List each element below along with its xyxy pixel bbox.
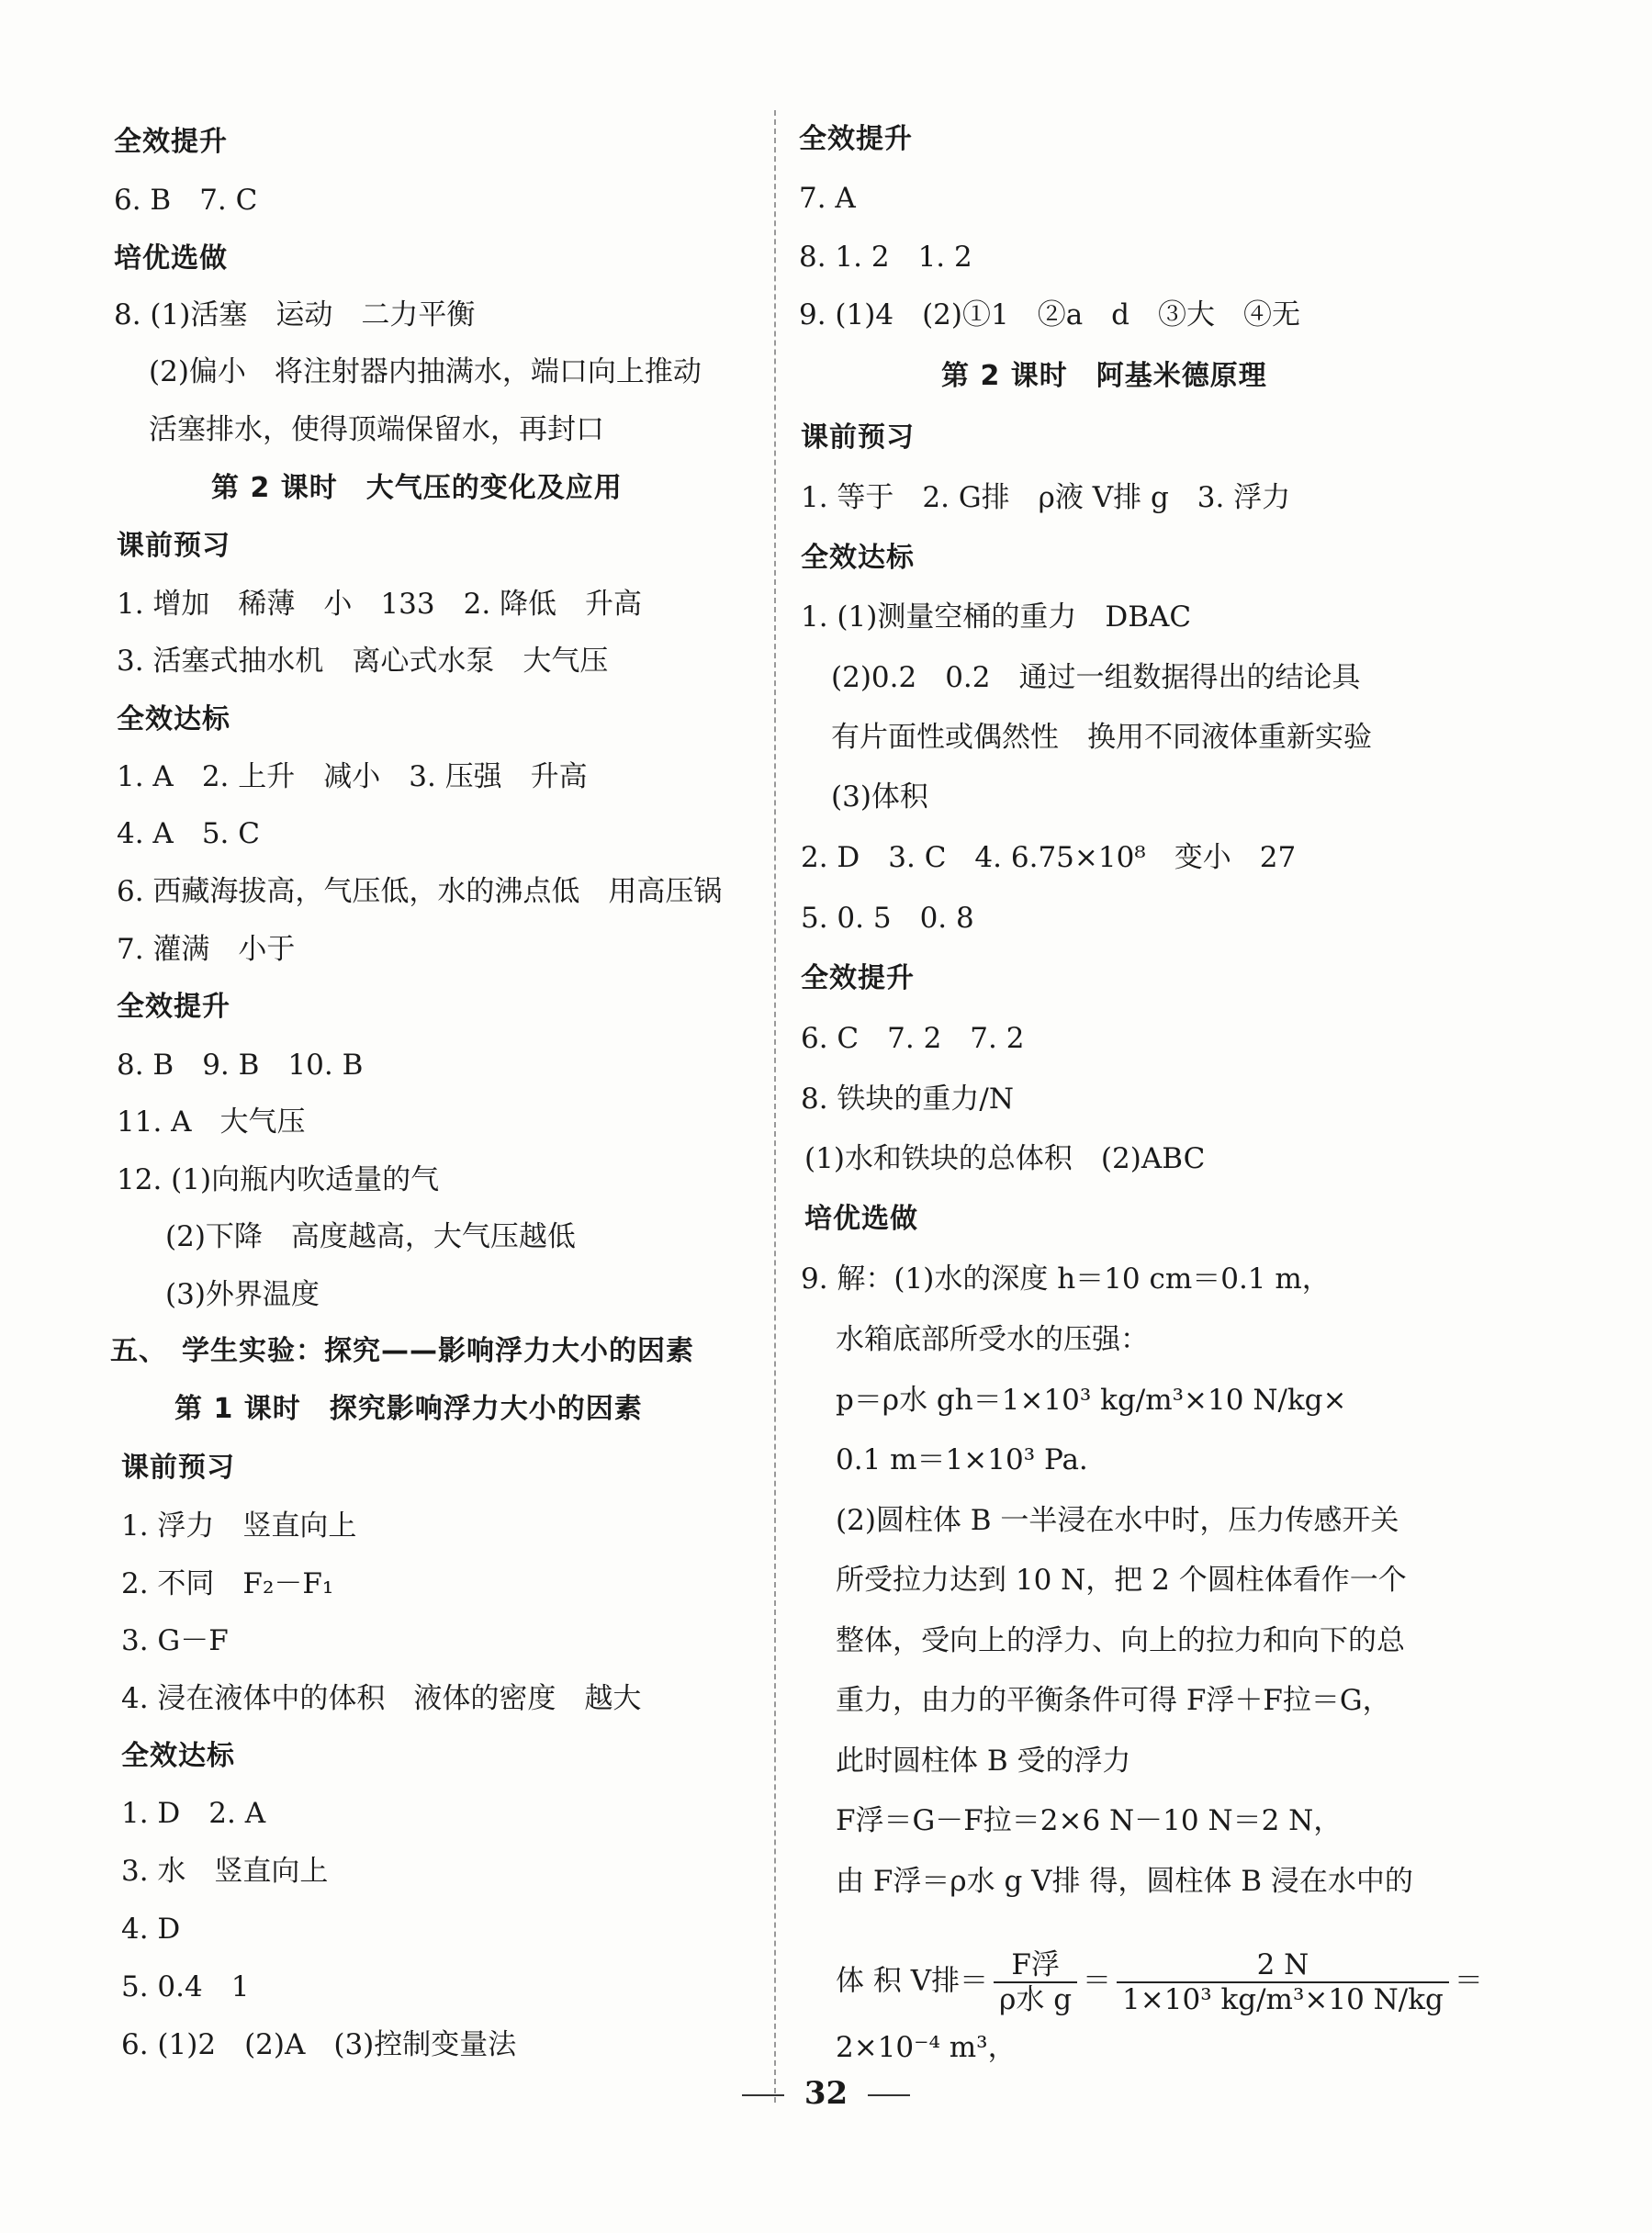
section-heading: 全效提升	[799, 123, 913, 155]
answer-line: (3)外界温度	[165, 1278, 320, 1311]
answer-line: 4. 浸在液体中的体积 液体的密度 越大	[121, 1682, 642, 1715]
answer-line: 1. D 2. A	[121, 1797, 266, 1830]
lesson-title: 第 1 课时 探究影响浮力大小的因素	[174, 1393, 643, 1425]
page-number-text: 32	[804, 2075, 848, 2112]
answer-line: 水箱底部所受水的压强：	[836, 1323, 1149, 1356]
answer-line: 8. 1. 2 1. 2	[799, 241, 972, 274]
answer-line: 3. 水 竖直向上	[121, 1855, 329, 1888]
answer-line: 8. 铁块的重力/N	[801, 1083, 1014, 1116]
formula-lead: 体 积 V排＝	[836, 1964, 989, 1998]
answer-line: 7. A	[799, 182, 856, 215]
fraction-2-denominator: 1×10³ kg/m³×10 N/kg	[1122, 1983, 1444, 2016]
answer-line: 6. 西藏海拔高，气压低，水的沸点低 用高压锅	[117, 875, 723, 908]
answer-line: 1. 等于 2. G排 ρ液 V排 g 3. 浮力	[801, 481, 1291, 514]
formula-equals: ＝	[1083, 1964, 1112, 1998]
answer-line: 1. 增加 稀薄 小 133 2. 降低 升高	[117, 588, 643, 621]
answer-line: 6. B 7. C	[114, 184, 258, 217]
answer-line: p＝ρ水 gh＝1×10³ kg/m³×10 N/kg×	[836, 1384, 1347, 1417]
answer-line: 5. 0.4 1	[121, 1970, 250, 2003]
answer-line: 6. (1)2 (2)A (3)控制变量法	[121, 2028, 517, 2061]
answer-line: (2)圆柱体 B 一半浸在水中时，压力传感开关	[836, 1504, 1399, 1537]
answer-line: 1. (1)测量空桶的重力 DBAC	[801, 600, 1192, 634]
section-heading: 课前预习	[121, 1452, 235, 1484]
answer-line: (3)体积	[831, 780, 928, 814]
answer-line: (2)偏小 将注射器内抽满水，端口向上推动	[149, 355, 702, 388]
formula-result: 2×10⁻⁴ m³，	[836, 2031, 1017, 2064]
answer-line: (1)水和铁块的总体积 (2)ABC	[804, 1142, 1206, 1175]
section-heading: 全效达标	[117, 703, 230, 735]
answer-line: 4. D	[121, 1913, 181, 1946]
answer-line: (2)0.2 0.2 通过一组数据得出的结论具	[831, 661, 1361, 694]
section-heading: 课前预习	[117, 530, 230, 562]
answer-line: 8. (1)活塞 运动 二力平衡	[114, 298, 476, 331]
answer-line: 7. 灌满 小于	[117, 933, 296, 966]
page-number-dash-left	[742, 2094, 784, 2096]
lesson-title: 五、 学生实验：探究——影响浮力大小的因素	[110, 1335, 694, 1367]
answer-line: 8. B 9. B 10. B	[117, 1049, 364, 1082]
answer-line: (2)下降 高度越高，大气压越低	[165, 1220, 576, 1253]
answer-line: 12. (1)向瓶内吹适量的气	[117, 1163, 440, 1196]
answer-line: 有片面性或偶然性 换用不同液体重新实验	[831, 721, 1372, 754]
fraction-1-numerator: F浮	[994, 1948, 1077, 1983]
answer-line: 5. 0. 5 0. 8	[801, 902, 974, 935]
answer-line: 3. 活塞式抽水机 离心式水泵 大气压	[117, 645, 609, 678]
fraction-1-denominator: ρ水 g	[999, 1983, 1073, 2016]
fraction-2	[1117, 1948, 1449, 2016]
section-heading: 全效达标	[801, 542, 915, 574]
answer-line: 3. G－F	[121, 1624, 229, 1657]
section-heading: 课前预习	[801, 421, 915, 454]
fraction-2-numerator: 2 N	[1117, 1948, 1449, 1983]
answer-line: F浮＝G－F拉＝2×6 N－10 N＝2 N，	[836, 1804, 1343, 1837]
answer-line: 1. A 2. 上升 减小 3. 压强 升高	[117, 760, 588, 793]
answer-line: 活塞排水，使得顶端保留水，再封口	[149, 413, 604, 446]
answer-line: 9. (1)4 (2)①1 ②a d ③大 ④无	[799, 298, 1301, 331]
section-heading: 全效提升	[117, 991, 230, 1023]
answer-line: 6. C 7. 2 7. 2	[801, 1022, 1025, 1055]
section-heading: 全效提升	[114, 126, 228, 158]
lesson-title: 第 2 课时 阿基米德原理	[941, 360, 1267, 392]
answer-line: 此时圆柱体 B 受的浮力	[836, 1745, 1131, 1778]
formula-line	[836, 1948, 1483, 2016]
page-number-dash-right	[868, 2094, 910, 2096]
section-heading: 全效达标	[121, 1740, 235, 1772]
answer-line: 2. 不同 F₂－F₁	[121, 1567, 334, 1600]
answer-line: 所受拉力达到 10 N，把 2 个圆柱体看作一个	[836, 1564, 1407, 1597]
section-heading: 全效提升	[801, 962, 915, 994]
answer-line: 0.1 m＝1×10³ Pa.	[836, 1443, 1088, 1476]
section-heading: 培优选做	[114, 242, 228, 275]
column-divider	[774, 110, 776, 2103]
section-heading: 培优选做	[804, 1203, 918, 1235]
answer-line: 11. A 大气压	[117, 1105, 306, 1139]
answer-line: 2. D 3. C 4. 6.75×10⁸ 变小 27	[801, 841, 1297, 874]
answer-line: 9. 解：(1)水的深度 h＝10 cm＝0.1 m，	[801, 1262, 1331, 1296]
answer-line: 重力，由力的平衡条件可得 F浮＋F拉＝G，	[836, 1684, 1391, 1717]
answer-line: 1. 浮力 竖直向上	[121, 1509, 357, 1543]
answer-line: 4. A 5. C	[117, 817, 260, 850]
answer-line: 整体，受向上的浮力、向上的拉力和向下的总	[836, 1624, 1405, 1657]
formula-tail: ＝	[1454, 1964, 1483, 1998]
lesson-title: 第 2 课时 大气压的变化及应用	[211, 472, 623, 504]
fraction-1	[994, 1948, 1077, 2016]
page-number	[0, 2075, 1652, 2112]
answer-line: 由 F浮＝ρ水 g V排 得，圆柱体 B 浸在水中的	[836, 1865, 1413, 1898]
